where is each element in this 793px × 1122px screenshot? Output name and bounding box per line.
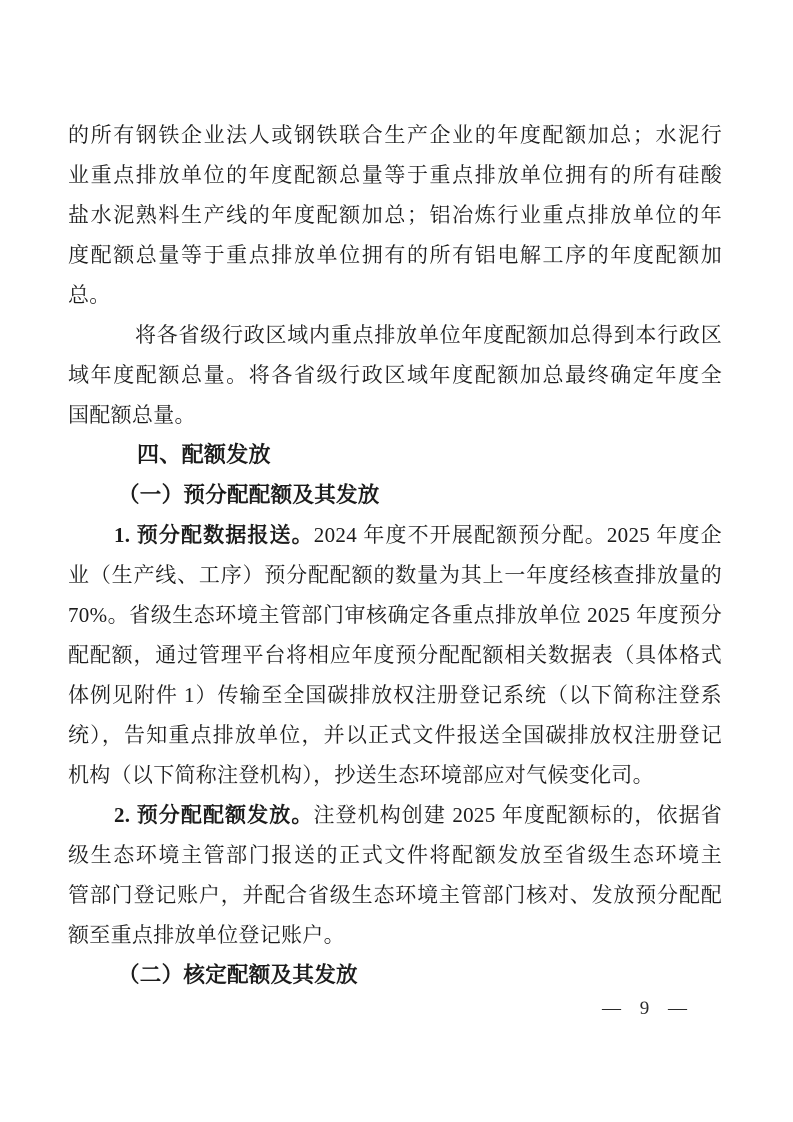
text-line: [68, 875, 722, 915]
text-line: [68, 275, 722, 315]
text-line: [68, 115, 722, 155]
text-segment: 体例见附件 1）传输至全国碳排放权注册登记系统（以下简称注登系: [68, 683, 722, 707]
text-segment: 的所有钢铁企业法人或钢铁联合生产企业的年度配额加总；水泥行: [68, 123, 722, 147]
text-segment: 级生态环境主管部门报送的正式文件将配额发放至省级生态环境主: [68, 843, 722, 867]
bold-text-segment: （一）预分配配额及其发放: [118, 483, 380, 507]
text-line: [68, 395, 722, 435]
text-line: [68, 675, 722, 715]
text-segment: 总。: [68, 283, 111, 307]
bold-text-segment: 1. 预分配数据报送。: [114, 523, 314, 547]
text-segment: 业（生产线、工序）预分配配额的数量为其上一年度经核查排放量的: [68, 563, 722, 587]
text-segment: 盐水泥熟料生产线的年度配额加总；铝冶炼行业重点排放单位的年: [68, 203, 722, 227]
text-line: [68, 555, 722, 595]
text-segment: 域年度配额总量。将各省级行政区域年度配额加总最终确定年度全: [68, 363, 722, 387]
heading-line: [68, 435, 722, 475]
text-segment: 统），告知重点排放单位，并以正式文件报送全国碳排放权注册登记: [68, 723, 722, 747]
text-line: [68, 315, 722, 355]
text-segment: 注登机构创建 2025 年度配额标的，依据省: [313, 803, 722, 827]
text-segment: 配配额，通过管理平台将相应年度预分配配额相关数据表（具体格式: [68, 643, 722, 667]
heading-line: [68, 475, 722, 515]
bold-text-segment: 四、配额发放: [137, 442, 271, 467]
text-line: [68, 635, 722, 675]
bold-text-segment: （二）核定配额及其发放: [118, 963, 358, 987]
page-number: — 9 —: [602, 998, 687, 1019]
text-segment: 度配额总量等于重点排放单位拥有的所有铝电解工序的年度配额加: [68, 243, 722, 267]
text-line: [68, 235, 722, 275]
text-line: [68, 795, 722, 835]
text-segment: 70%。省级生态环境主管部门审核确定各重点排放单位 2025 年度预分: [68, 603, 722, 627]
text-line: [68, 155, 722, 195]
text-line: [68, 195, 722, 235]
text-line: [68, 715, 722, 755]
text-line: [68, 835, 722, 875]
text-segment: 机构（以下简称注登机构），抄送生态环境部应对气候变化司。: [68, 763, 654, 787]
text-line: [68, 915, 722, 955]
text-segment: 将各省级行政区域内重点排放单位年度配额加总得到本行政区: [135, 323, 722, 347]
heading-line: [68, 955, 722, 995]
text-segment: 额至重点排放单位登记账户。: [68, 923, 345, 947]
text-line: [68, 595, 722, 635]
text-segment: 国配额总量。: [68, 403, 196, 427]
text-segment: 2024 年度不开展配额预分配。2025 年度企: [313, 523, 722, 547]
text-line: [68, 515, 722, 555]
text-line: [68, 355, 722, 395]
text-segment: 业重点排放单位的年度配额总量等于重点排放单位拥有的所有硅酸: [68, 163, 722, 187]
bold-text-segment: 2. 预分配配额发放。: [114, 803, 314, 827]
text-segment: 管部门登记账户，并配合省级生态环境主管部门核对、发放预分配配: [68, 883, 722, 907]
document-content: [68, 115, 722, 995]
text-line: [68, 755, 722, 795]
